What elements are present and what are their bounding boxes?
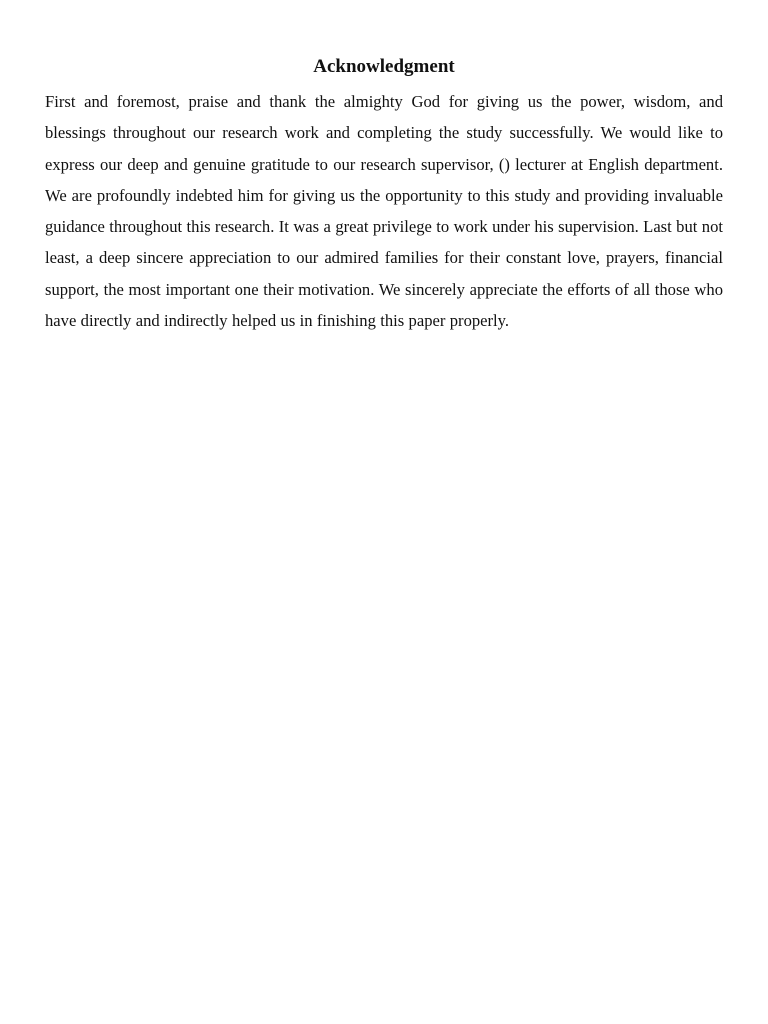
- page-title: Acknowledgment: [313, 56, 455, 77]
- acknowledgment-paragraph: First and foremost, praise and thank the almighty God for giving us the power, wisdom, and blessings throughout our research work and completing the study successfully. We would like to express our deep and genuine gratitude to our research supervisor, () lecturer at English department. We are profoundly indebted him for giving us the opportunity to this study and providing invaluable guidance throughout this research. It was a great privilege to work under his supervision. Last but not least, a deep sincere appreciation to our admired families for their constant love, prayers, financial support, the most important one their motivation. We sincerely appreciate the efforts of all those who have directly and indirectly helped us in finishing this paper properly.: [45, 92, 723, 331]
